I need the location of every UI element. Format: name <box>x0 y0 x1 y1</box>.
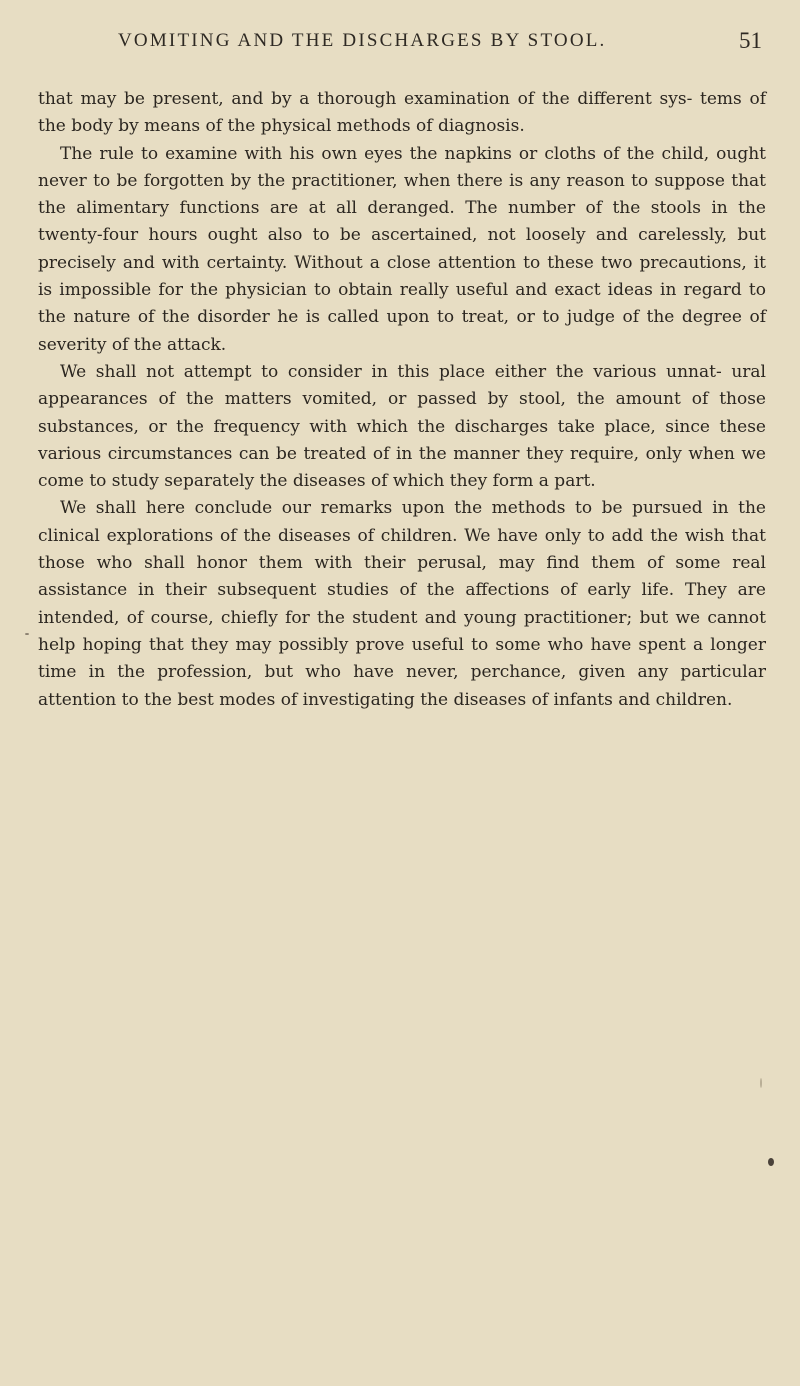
paragraph-3: We shall not attempt to consider in this place either the various unnat- ural appearances of the matters vomited, or passed by stool, the amount of those substances, or the frequency with which the discharges take place, since these various circumstances can be treated of in the manner they require, only when we come to study separately the diseases of which they form a part. <box>38 361 766 492</box>
paragraph-4: We shall here conclude our remarks upon the methods to be pursued in the clinical explorations of the diseases of children. We have only to add the wish that those who shall honor them with their perusal, may find them of some real assistance in their subsequent studies of the affections of early life. They are intended, of course, chiefly for the student and young practitioner; but we cannot help hoping that they may possibly prove useful to some who have spent a longer time in the profession, but who have never, perchance, given any particular attention to the best modes of investigating the diseases of infants and children. <box>38 498 766 710</box>
paragraph-2: The rule to examine with his own eyes the napkins or cloths of the child, ought never to be forgotten by the practitioner, when there is any reason to suppose that the alimentary functions are at all deranged. The number of the stools in the twenty-four hours ought also to be ascertained, not loosely and carelessly, but precisely and with certainty. Without a close attention to these two precautions, it is impossible for the physician to obtain really useful and exact ideas in regard to the nature of the disorder he is called upon to treat, or to judge of the degree of severity of the attack. <box>38 143 766 355</box>
body-text <box>38 86 766 714</box>
ink-speck <box>768 1158 774 1166</box>
running-header <box>38 30 766 58</box>
paper-mark <box>760 1078 762 1088</box>
page-number: 51 <box>739 28 762 53</box>
margin-mark <box>25 633 29 635</box>
paragraph-1: that may be present, and by a thorough examination of the different sys- tems of the body by means of the physical methods of diagnosis. <box>38 89 766 137</box>
running-title: VOMITING AND THE DISCHARGES BY STOOL. <box>118 30 607 51</box>
